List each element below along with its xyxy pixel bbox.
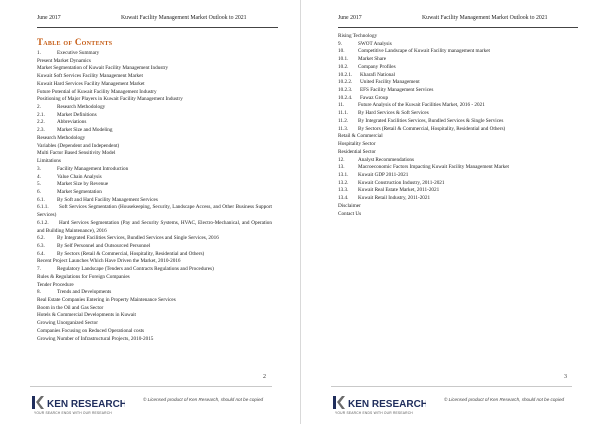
toc-entry-title: SWOT Analysis — [358, 40, 392, 47]
toc-entry-number: 7. — [37, 266, 41, 273]
toc-entry-number: 8. — [37, 289, 41, 296]
toc-entry-title: Rising Technology — [338, 33, 378, 39]
page-number: 3 — [564, 374, 567, 380]
header-title: Kuwait Facility Management Market Outlook to 2021 — [422, 15, 548, 21]
toc-entry-number: 3. — [37, 165, 41, 172]
toc-entry-number: 10. — [338, 48, 345, 55]
toc-entry-title: Contact Us — [338, 210, 362, 217]
toc-entry-number: 2.1. — [37, 111, 45, 118]
toc-entry — [37, 135, 272, 143]
toc-entry-title: Market Definitions — [57, 111, 97, 118]
toc-entry-number: 6.2. — [37, 235, 45, 242]
toc-entry-title: Executive Summary — [57, 50, 100, 56]
header-date: June 2017 — [338, 15, 362, 21]
toc-entry — [338, 141, 572, 149]
toc-entry-number: 6.4. — [37, 250, 45, 257]
toc-heading: Table of Contents — [37, 37, 113, 47]
toc-entry-title: Tender Procedure — [37, 281, 74, 288]
toc-entry — [37, 65, 272, 73]
toc-entry-number: 4. — [37, 173, 41, 180]
toc-entry — [37, 289, 272, 297]
toc-entry-title: Kuwait Retail Industry, 2011-2021 — [358, 195, 431, 202]
toc-entry — [338, 110, 572, 118]
toc-entry — [338, 164, 572, 172]
toc-entry-number: 13.3. — [338, 187, 349, 194]
toc-list — [338, 33, 572, 218]
toc-entry — [338, 149, 572, 157]
toc-entry — [37, 112, 272, 120]
toc-entry — [37, 104, 272, 112]
toc-entry-title: Growing Unorganized Sector — [37, 320, 98, 327]
logo-tagline: YOUR SEARCH ENDS WITH OUR RESEARCH — [34, 411, 112, 415]
toc-entry-number: 6.1.1. — [37, 204, 49, 211]
license-note: © Licensed product of Ken Research, should not be copied — [444, 397, 565, 402]
toc-entry — [338, 157, 572, 165]
page-header — [338, 15, 578, 28]
toc-entry-title: Hotels & Commercial Developments in Kuwait — [37, 312, 136, 319]
toc-entry-title: Soft Services Segmentation (Housekeeping, Security, Landscape Access, and Other Business Support Services) — [37, 204, 272, 219]
license-note: © Licensed product of Ken Research, should not be copied — [143, 397, 264, 402]
toc-entry-title: Trends and Developments — [57, 289, 112, 296]
toc-entry — [37, 119, 272, 127]
toc-entry-title: Present Market Dynamics — [37, 57, 91, 64]
toc-entry-number: 10.1. — [338, 56, 349, 63]
toc-entry-number: 10.2.3. — [338, 87, 353, 94]
toc-entry-number: 6. — [37, 188, 41, 195]
toc-entry-title: Hard Services Segmentation (Pay and Security Systems, HVAC, Electro-Mechanical, and Operation and Building Maintenance), 2016 — [37, 219, 272, 234]
toc-entry — [338, 203, 572, 211]
ken-research-logo-icon — [30, 394, 125, 412]
toc-entry-title: Variables (Dependent and Independent) — [37, 142, 120, 149]
toc-entry-title: Kuwait Hard Services Facility Management Market — [37, 80, 145, 87]
toc-entry — [37, 297, 272, 305]
footer-divider — [30, 386, 272, 387]
toc-entry-number: 11.1. — [338, 110, 349, 117]
toc-entry — [338, 172, 572, 180]
toc-entry — [37, 127, 272, 135]
toc-entry-title: Limitations — [37, 158, 61, 165]
toc-entry-title: Recent Project Launches Which Have Driven the Market, 2010-2016 — [37, 258, 181, 265]
toc-entry-title: Abbreviations — [57, 119, 87, 126]
toc-entry-number: 6.3. — [37, 242, 45, 249]
ken-research-logo — [331, 394, 426, 418]
toc-entry-number: 11. — [338, 102, 345, 109]
page-number: 2 — [263, 374, 266, 380]
toc-entry-title: Kuwait GDP 2011-2021 — [358, 171, 409, 178]
toc-entry-title: Boom in the Oil and Gas Sector — [37, 304, 104, 311]
toc-entry-title: Analyst Recommendations — [358, 156, 415, 163]
toc-entry-number: 2. — [37, 104, 41, 111]
toc-entry — [37, 158, 272, 166]
page-footer — [301, 386, 600, 424]
toc-entry-number: 10.2. — [338, 63, 349, 70]
toc-entry-title: Kuwait Construction Industry, 2011-2021 — [358, 179, 445, 186]
toc-entry-title: Positioning of Major Players in Kuwait Facility Management Industry — [37, 96, 183, 103]
toc-entry — [338, 33, 572, 41]
toc-entry-title: Kuwait Soft Services Facility Management Market — [37, 73, 143, 80]
toc-entry-title: By Soft and Hard Facility Management Services — [57, 196, 158, 203]
toc-entry — [37, 266, 272, 274]
toc-entry — [338, 48, 572, 56]
toc-entry-title: By Hard Services & Soft Services — [358, 110, 429, 117]
toc-entry-number: 12. — [338, 156, 345, 163]
toc-entry-title: Companies Focusing on Reduced Operational costs — [37, 327, 145, 334]
toc-entry — [338, 211, 572, 219]
ken-research-logo-icon — [331, 394, 426, 412]
toc-entry — [37, 204, 272, 219]
toc-entry — [37, 189, 272, 197]
toc-entry — [37, 143, 272, 151]
toc-entry — [338, 118, 572, 126]
toc-entry-number: 2.3. — [37, 127, 45, 134]
toc-entry-title: Hospitality Sector — [338, 141, 376, 148]
toc-entry — [37, 235, 272, 243]
logo-text: KEN RESEARCH — [348, 399, 426, 410]
header-date: June 2017 — [37, 15, 61, 21]
toc-entry — [338, 126, 572, 134]
toc-entry — [37, 320, 272, 328]
toc-entry-title: By Sectors (Retail & Commercial, Hospitality, Residential and Others) — [358, 125, 506, 132]
toc-entry-title: Real Estate Companies Entering in Property Maintenance Services — [37, 297, 176, 303]
toc-entry — [338, 87, 572, 95]
toc-entry — [37, 243, 272, 251]
page-header — [37, 15, 278, 28]
toc-entry-title: Fawaz Group — [360, 94, 389, 101]
toc-entry — [37, 50, 272, 58]
toc-entry-title: Macroeconomic Factors Impacting Kuwait Facility Management Market — [358, 164, 509, 171]
toc-entry-number: 6.1. — [37, 196, 45, 203]
toc-entry — [37, 166, 272, 174]
toc-entry-number: 1. — [37, 50, 41, 56]
toc-entry-title: By Integrated Facilities Services, Bundled Services and Single Services, 2016 — [57, 235, 219, 242]
toc-list — [37, 50, 272, 343]
document-page-right — [300, 0, 600, 424]
toc-entry-title: Company Profiles — [358, 63, 396, 70]
toc-entry — [37, 220, 272, 235]
toc-entry-number: 9. — [338, 40, 342, 47]
toc-entry-title: Rules & Regulations for Foreign Companies — [37, 273, 130, 280]
toc-entry — [37, 251, 272, 259]
toc-entry-title: Kuwait Real Estate Market, 2011-2021 — [358, 187, 440, 194]
toc-entry-number: 6.1.2. — [37, 219, 49, 226]
toc-entry — [338, 64, 572, 72]
toc-entry-number: 13.1. — [338, 171, 349, 178]
toc-entry — [37, 328, 272, 336]
toc-entry-number: 10.2.2. — [338, 79, 353, 86]
toc-entry-number: 13. — [338, 164, 345, 171]
toc-entry-number: 13.2. — [338, 179, 349, 186]
toc-entry — [37, 258, 272, 266]
toc-entry-title: Growing Number of Infrastructural Projects, 2010-2015 — [37, 335, 154, 342]
toc-entry-title: United Facility Management — [360, 79, 420, 86]
toc-entry-title: Multi Factor Based Sensitivity Model — [37, 150, 116, 157]
toc-entry — [37, 336, 272, 344]
toc-entry-title: EFS Facility Management Services — [360, 87, 434, 94]
toc-entry — [37, 282, 272, 290]
toc-entry-number: 5. — [37, 181, 41, 188]
toc-entry-title: Future Potential of Kuwait Facility Management Industry — [37, 88, 157, 95]
toc-entry-title: Residential Sector — [338, 148, 376, 155]
toc-entry — [37, 81, 272, 89]
toc-entry-number: 11.2. — [338, 117, 349, 124]
toc-entry — [338, 195, 572, 203]
toc-entry-title: Research Methodology — [37, 134, 86, 141]
toc-entry — [37, 73, 272, 81]
toc-entry-number: 10.2.4. — [338, 94, 353, 101]
toc-entry-title: Market Segmentation — [57, 188, 102, 195]
toc-entry-title: By Self Personnel and Outsourced Personnel — [57, 242, 151, 249]
toc-entry — [37, 274, 272, 282]
header-title: Kuwait Facility Management Market Outlook to 2021 — [121, 15, 247, 21]
toc-entry-title: Future Analysis of the Kuwait Facilities Market, 2016 - 2021 — [358, 102, 485, 109]
toc-entry — [338, 180, 572, 188]
toc-entry-title: Kharafi National — [360, 71, 396, 78]
ken-research-logo — [30, 394, 125, 418]
toc-entry-title: Research Methodology — [57, 104, 106, 111]
toc-entry-title: Facility Management Introduction — [57, 165, 129, 172]
toc-entry — [37, 96, 272, 104]
toc-entry — [37, 174, 272, 182]
toc-entry-title: Regulatory Landscape (Tenders and Contracts Regulations and Procedures) — [57, 266, 214, 273]
toc-entry — [37, 305, 272, 313]
toc-entry — [338, 79, 572, 87]
toc-entry — [338, 133, 572, 141]
toc-entry — [37, 150, 272, 158]
toc-entry-number: 11.3. — [338, 125, 349, 132]
toc-entry-title: By Sectors (Retail & Commercial, Hospitality, Residential and Others) — [57, 250, 205, 257]
footer-divider — [331, 386, 572, 387]
toc-entry — [338, 72, 572, 80]
logo-tagline: YOUR SEARCH ENDS WITH OUR RESEARCH — [335, 411, 413, 415]
toc-entry-title: Disclaimer — [338, 202, 361, 209]
toc-entry-title: By Integrated Facilities Services, Bundled Services & Single Services — [358, 117, 504, 124]
toc-entry-title: Competitive Landscape of Kuwait Facility management market — [358, 48, 490, 55]
toc-entry-number: 13.4. — [338, 195, 349, 202]
toc-entry-title: Market Segmentation of Kuwait Facility Management Industry — [37, 65, 169, 72]
toc-entry-title: Retail & Commercial — [338, 133, 383, 140]
toc-entry-title: Market Size and Modeling — [57, 127, 113, 134]
toc-entry — [338, 187, 572, 195]
logo-text: KEN RESEARCH — [47, 399, 125, 410]
toc-entry-title: Market Share — [358, 56, 387, 63]
toc-entry-title: Value Chain Analysis — [57, 173, 102, 180]
toc-entry — [338, 56, 572, 64]
toc-entry — [37, 312, 272, 320]
toc-entry-number: 10.2.1. — [338, 71, 353, 78]
page-footer — [0, 386, 300, 424]
toc-entry-title: Market Size by Revenue — [57, 181, 109, 188]
toc-entry-number: 2.2. — [37, 119, 45, 126]
toc-entry — [37, 181, 272, 189]
